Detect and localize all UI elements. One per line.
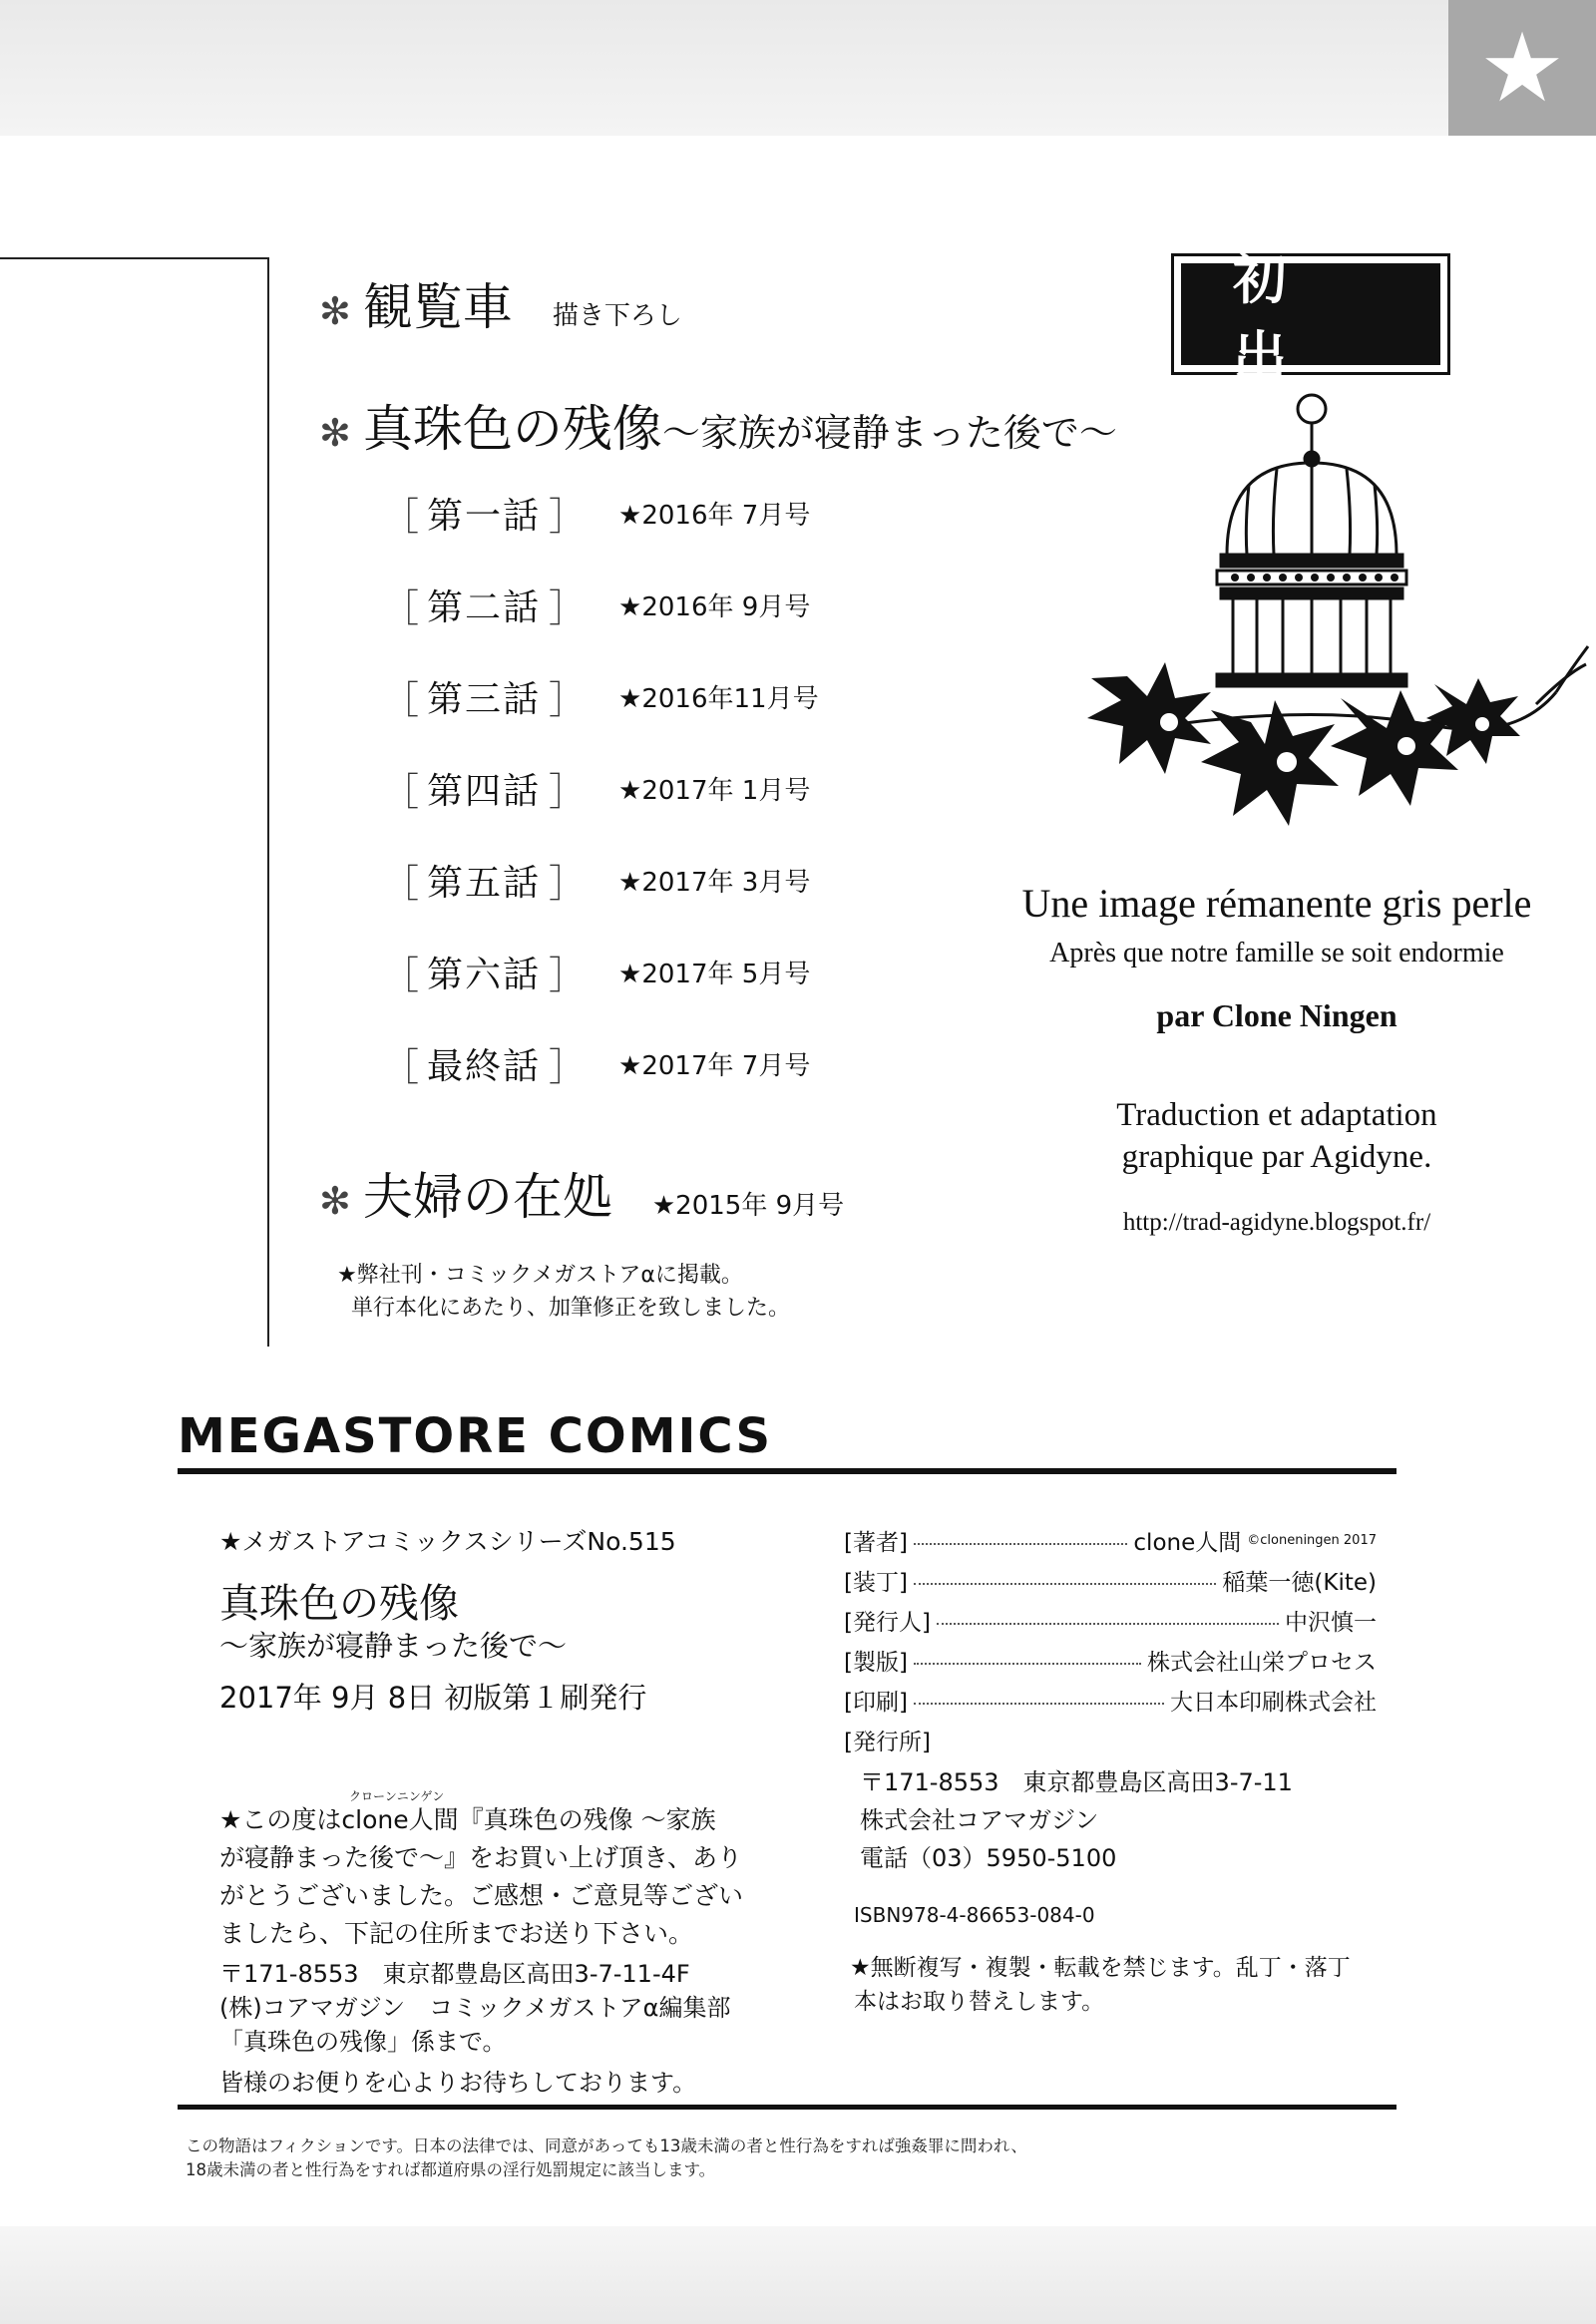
bracket-open: ［ <box>381 677 420 722</box>
toc-footnote-line: 単行本化にあたり、加筆修正を致しました。 <box>351 1296 791 1321</box>
chapter-row <box>381 1033 810 1093</box>
credit-row-print <box>844 1682 1377 1718</box>
leader-dots <box>937 1623 1279 1625</box>
publisher-address <box>860 1763 1293 1877</box>
toc-entry-fuufu <box>319 1157 844 1229</box>
chapter-row <box>381 483 810 543</box>
chapter-date: ★2017年 3月号 <box>618 867 811 898</box>
french-title: Une image rémanente gris perle <box>1021 881 1532 926</box>
bracket-close: ］ <box>549 861 588 906</box>
chapter-label: 第五話 <box>427 862 542 904</box>
bracket-close: ］ <box>549 494 588 539</box>
chapter-label: 第四話 <box>427 770 542 812</box>
publisher-line: 〒171-8553 東京都豊島区高田3-7-11 <box>860 1768 1293 1796</box>
bottom-band <box>0 2226 1596 2324</box>
chapter-row <box>381 575 810 634</box>
french-author: par Clone Ningen <box>1156 997 1397 1033</box>
reader-message-line: ★この度はclone人間『真珠色の残像 〜家族 <box>219 1805 716 1834</box>
credit-row-author <box>844 1522 1377 1558</box>
bracket-close: ］ <box>549 953 588 997</box>
address-line: 「真珠色の残像」係まで。 <box>219 2028 507 2056</box>
credit-value: 株式会社山栄プロセス <box>1147 1649 1377 1676</box>
reader-message-line: が寝静まった後で〜』をお買い上げ頂き、あり <box>219 1843 743 1872</box>
flower-icon: ✻ <box>319 411 351 455</box>
translation-credit-line: Traduction et adaptation <box>1116 1097 1437 1133</box>
publisher-line: 株式会社コアマガジン <box>860 1806 1099 1834</box>
toc-entry-title: 観覧車 <box>362 278 513 336</box>
credit-value: 中沢慎一 <box>1285 1609 1377 1636</box>
bottom-rule <box>178 2105 1396 2110</box>
chapter-label: 第三話 <box>427 678 542 720</box>
first-publication-sign <box>1171 247 1450 388</box>
leader-dots <box>914 1583 1216 1585</box>
bracket-close: ］ <box>549 585 588 630</box>
leader-dots <box>914 1663 1141 1665</box>
chapter-label: 第二話 <box>427 586 542 628</box>
bracket-close: ］ <box>549 769 588 814</box>
top-rule <box>178 1468 1396 1474</box>
toc-footnote <box>337 1259 790 1325</box>
chapter-date: ★2016年 7月号 <box>618 500 811 531</box>
reader-message-line: ましたら、下記の住所までお送り下さい。 <box>219 1919 694 1948</box>
credit-row-design <box>844 1562 1377 1598</box>
first-publication-label: 初出 <box>1181 263 1440 365</box>
book-subtitle: 〜家族が寝静まった後で〜 <box>219 1629 568 1663</box>
chapter-date: ★2016年11月号 <box>618 683 819 714</box>
address-line: 〒171-8553 東京都豊島区高田3-7-11-4F <box>219 1960 690 1988</box>
toc-entry-title: 真珠色の残像 <box>362 400 662 458</box>
translator-url[interactable]: http://trad-agidyne.blogspot.fr/ <box>1122 1209 1431 1236</box>
publisher-label: [発行所] <box>844 1730 931 1755</box>
reader-message-line: がとうございました。ご感想・ご意見等ござい <box>219 1881 744 1910</box>
toc-entry-note: 描き下ろし <box>552 301 682 331</box>
credit-key: [印刷] <box>844 1689 908 1716</box>
chapter-date: ★2017年 7月号 <box>618 1050 811 1081</box>
flower-icon: ✻ <box>319 1179 351 1223</box>
series-number: ★メガストアコミックスシリーズNo.515 <box>219 1527 676 1556</box>
chapter-label: 第六話 <box>427 954 542 995</box>
chapter-row <box>381 666 819 726</box>
credit-row-publisher-person <box>844 1602 1377 1638</box>
publication-date: 2017年 9月 8日 初版第１刷発行 <box>219 1681 647 1715</box>
birdcage-illustration <box>998 375 1596 844</box>
reader-message <box>219 1801 743 1953</box>
chapter-row <box>381 758 810 818</box>
chapter-label: 最終話 <box>427 1045 542 1087</box>
author-ruby: クローンニンゲン <box>349 1789 445 1803</box>
bracket-open: ［ <box>381 494 420 539</box>
editorial-address <box>219 1957 731 2059</box>
credit-key: [発行人] <box>844 1609 931 1636</box>
toc-entry-kanransha <box>319 267 682 339</box>
credit-key: [著者] <box>844 1529 908 1556</box>
bracket-close: ］ <box>549 677 588 722</box>
credit-row-plate <box>844 1642 1377 1678</box>
toc-entry-subtitle: 〜家族が寝静まった後で〜 <box>661 411 1117 455</box>
chapter-label: 第一話 <box>427 495 542 537</box>
publisher-line: 電話（03）5950-5100 <box>860 1844 1117 1872</box>
book-title: 真珠色の残像 <box>219 1581 459 1627</box>
copy-warning-line: 本はお取り替えします。 <box>854 1989 1105 2015</box>
closing-message: 皆様のお便りを心よりお待ちしております。 <box>219 2069 697 2097</box>
chapter-row <box>381 850 810 910</box>
credit-key: [製版] <box>844 1649 908 1676</box>
bracket-open: ［ <box>381 953 420 997</box>
bracket-open: ［ <box>381 861 420 906</box>
leader-dots <box>914 1703 1164 1705</box>
star-icon: ★ <box>1448 0 1596 136</box>
fiction-disclaimer-line: 18歳未満の者と性行為をすれば都道府県の淫行処罰規定に該当します。 <box>186 2160 716 2179</box>
credit-value: clone人間 <box>1133 1529 1242 1556</box>
top-band <box>0 0 1596 136</box>
bracket-open: ［ <box>381 769 420 814</box>
credit-value: 稲葉一徳(Kite) <box>1222 1569 1377 1596</box>
french-subtitle: Après que notre famille se soit endormie <box>1049 938 1504 968</box>
flower-icon: ✻ <box>319 289 351 333</box>
bracket-close: ］ <box>549 1044 588 1089</box>
left-frame-line <box>0 257 269 1347</box>
leader-dots <box>914 1543 1127 1545</box>
copy-warning <box>850 1951 1351 2019</box>
bracket-open: ［ <box>381 1044 420 1089</box>
chapter-date: ★2017年 5月号 <box>618 959 811 989</box>
translation-credit-line: graphique par Agidyne. <box>1121 1139 1432 1175</box>
address-line: (株)コアマガジン コミックメガストアα編集部 <box>219 1994 731 2022</box>
toc-footnote-line: ★弊社刊・コミックメガストアαに掲載。 <box>337 1263 743 1288</box>
chapter-date: ★2017年 1月号 <box>618 775 811 806</box>
megastore-comics-heading: MEGASTORE COMICS <box>178 1408 773 1464</box>
credit-value: 大日本印刷株式会社 <box>1170 1689 1377 1716</box>
copyright-note: ©cloneningen 2017 <box>1247 1532 1377 1548</box>
fiction-disclaimer-line: この物語はフィクションです。日本の法律では、同意があっても13歳未満の者と性行為をすれば強姦罪に問われ、 <box>186 2136 1027 2155</box>
toc-entry-note: ★2015年 9月号 <box>651 1191 845 1221</box>
isbn: ISBN978-4-86653-084-0 <box>854 1903 1095 1927</box>
chapter-row <box>381 942 810 1001</box>
copy-warning-line: ★無断複写・複製・転載を禁じます。乱丁・落丁 <box>850 1955 1351 1981</box>
toc-entry-title: 夫婦の在処 <box>362 1168 612 1226</box>
chapter-date: ★2016年 9月号 <box>618 591 811 622</box>
credit-key: [装丁] <box>844 1569 908 1596</box>
bracket-open: ［ <box>381 585 420 630</box>
